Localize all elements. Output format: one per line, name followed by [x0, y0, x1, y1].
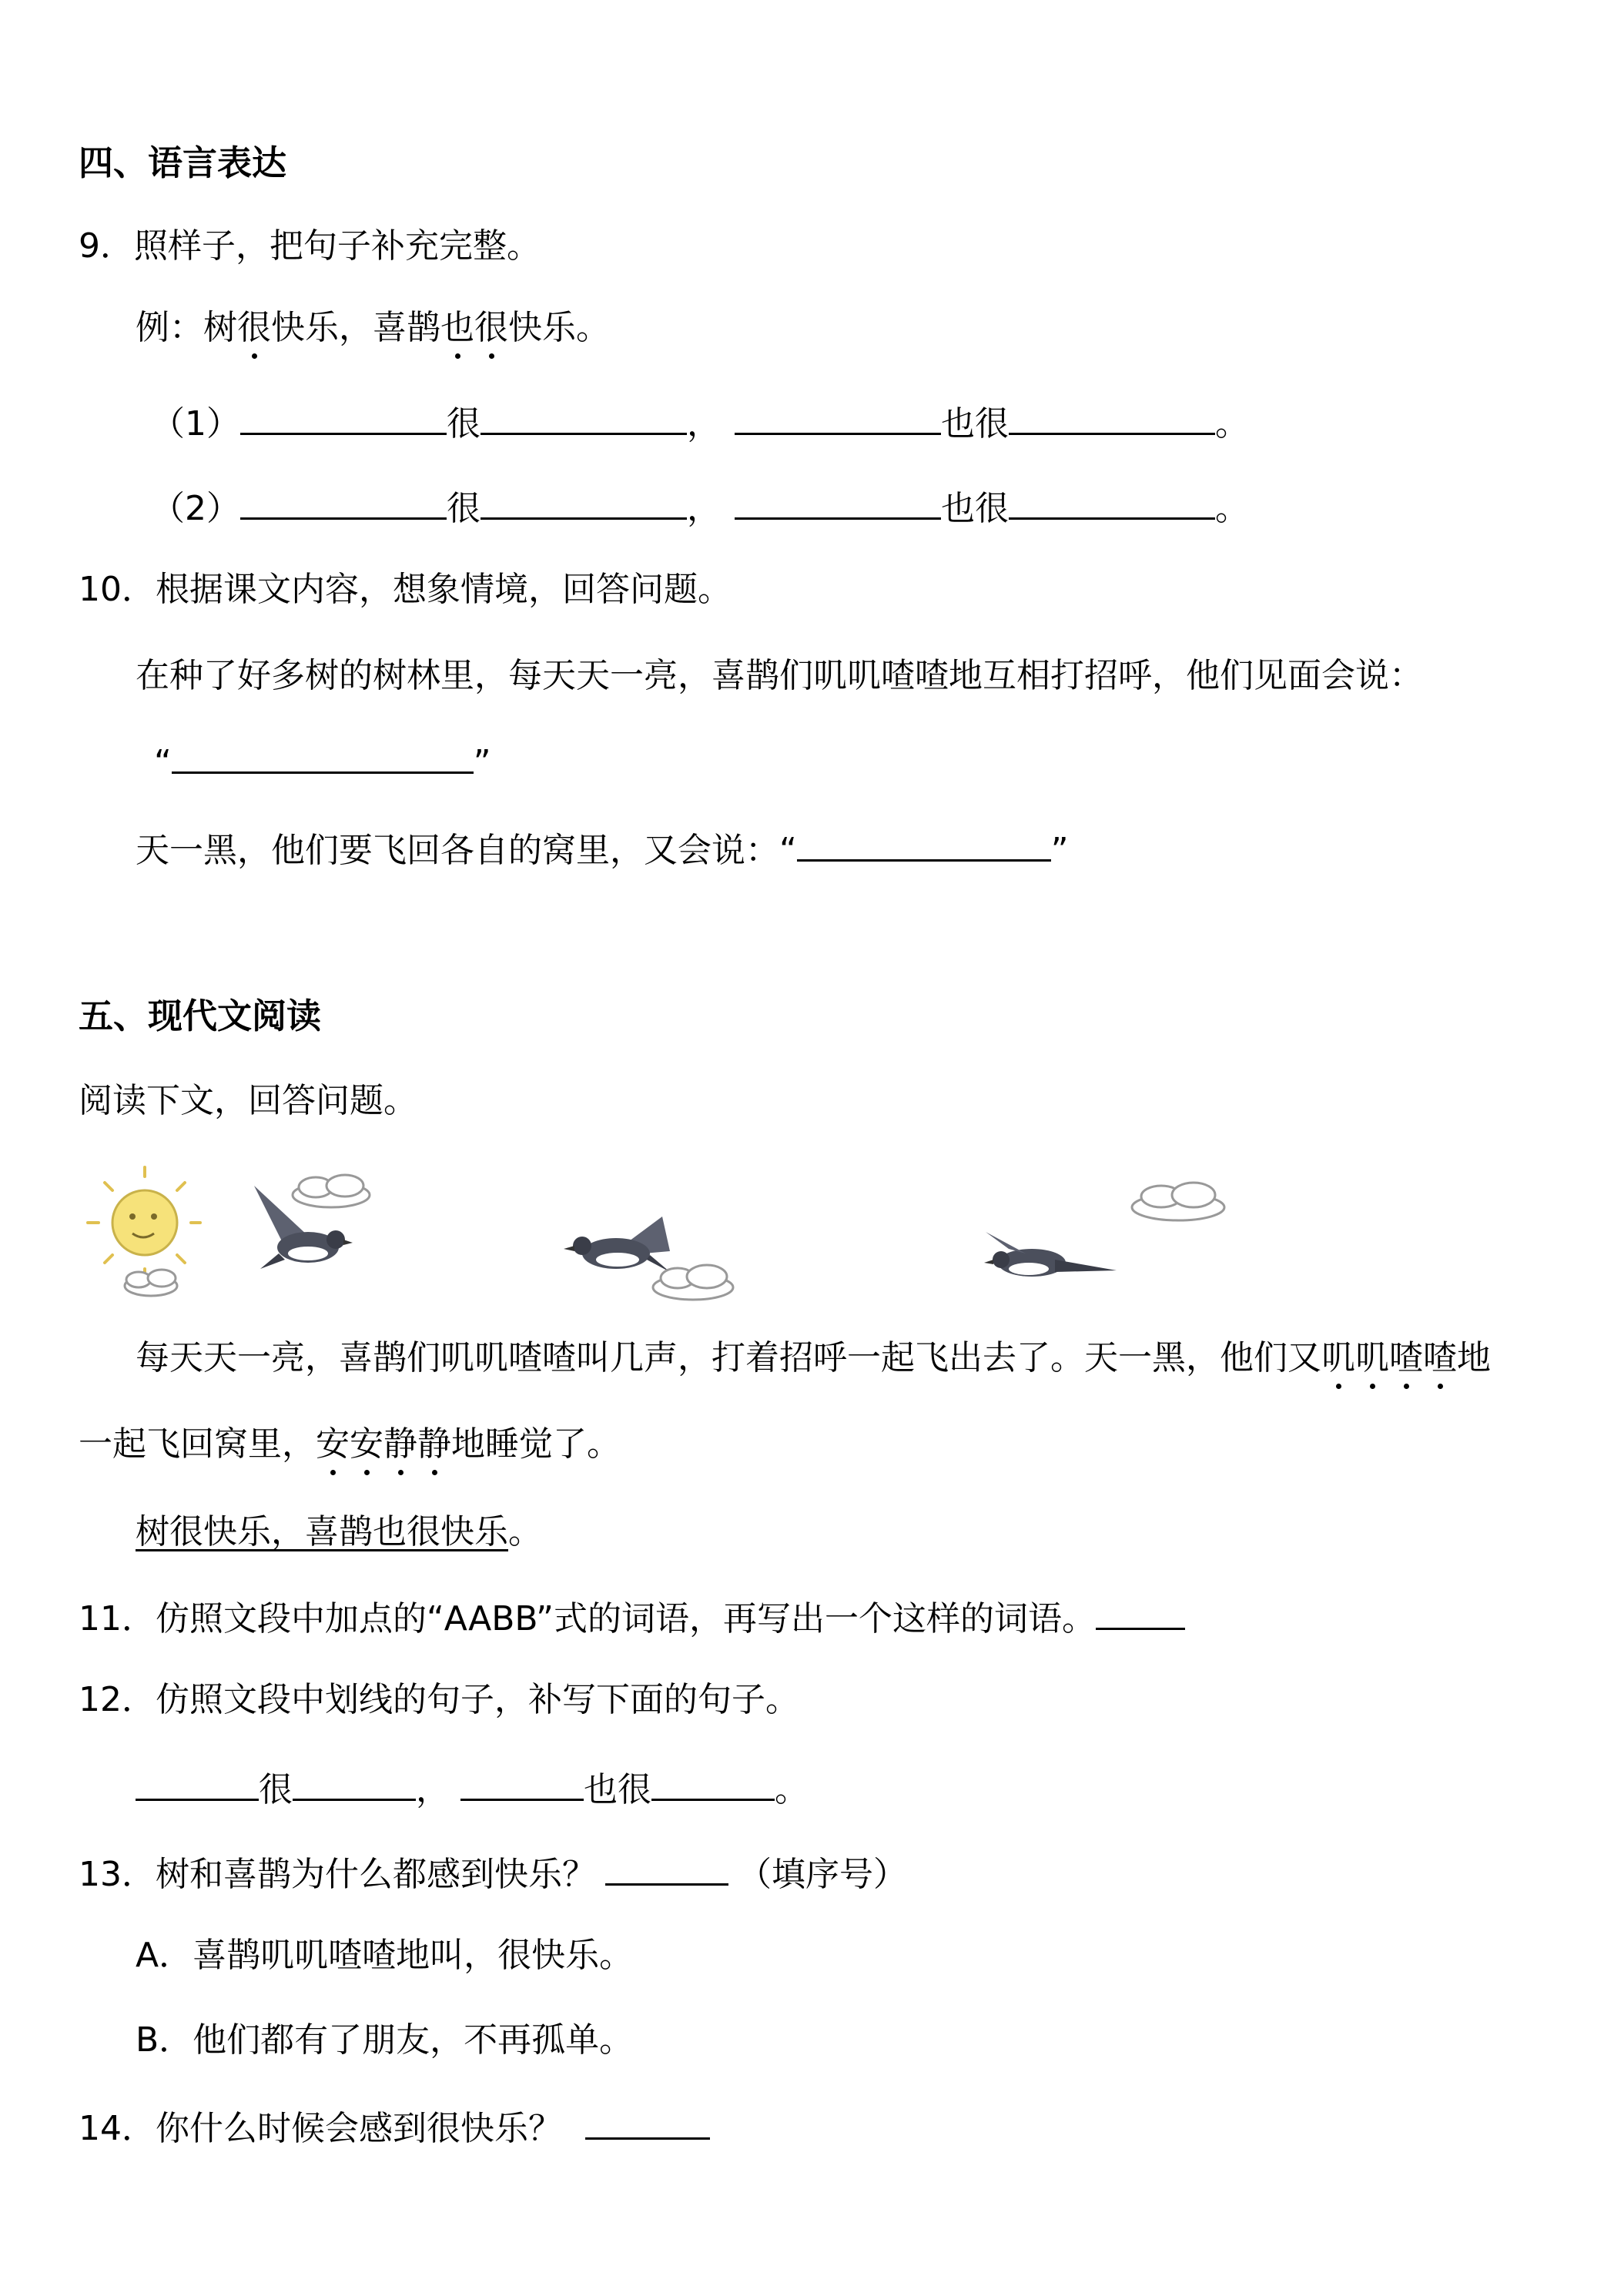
answer-blank[interactable] [605, 1848, 728, 1886]
sun-and-magpies-illustration [77, 1163, 1247, 1309]
q13 [79, 1848, 907, 1898]
close-quote: ” [473, 743, 491, 782]
cloud-icon [125, 1270, 177, 1296]
yehen-text: 也很 [584, 1770, 651, 1809]
emphasis-dot-char: 叽 [1321, 1335, 1355, 1381]
q13-option-b: B．他们都有了朋友，不再孤单。 [136, 2020, 634, 2060]
q10-answer-line-1 [154, 736, 491, 786]
q9-title: 9．照样子，把句子补充完整。 [79, 226, 541, 266]
hen-text: 很 [259, 1770, 293, 1809]
emphasis-dot-char: 喳 [1389, 1335, 1423, 1381]
cloud-icon [1132, 1183, 1224, 1220]
magpie-icon [984, 1232, 1117, 1277]
period-text: 。 [775, 1770, 809, 1809]
answer-blank[interactable] [481, 397, 687, 435]
answer-blank[interactable] [735, 397, 941, 435]
passage-text: 地睡觉了。 [451, 1424, 621, 1464]
para2-text: 天一黑，他们要飞回各自的窝里，又会说：“ [136, 831, 797, 870]
answer-blank[interactable] [293, 1763, 416, 1801]
answer-blank[interactable] [240, 397, 447, 435]
answer-blank[interactable] [1009, 482, 1215, 520]
emphasis-dot-char: 静 [383, 1421, 417, 1468]
comma-text: ， [687, 404, 721, 443]
answer-blank[interactable] [735, 482, 941, 520]
answer-blank[interactable] [585, 2102, 710, 2140]
q14-text: 14．你什么时候会感到很快乐？ [79, 2109, 562, 2148]
passage-text: 地 [1457, 1338, 1491, 1377]
passage-text: 一起飞回窝里， [79, 1424, 316, 1464]
comma-text: ， [416, 1770, 450, 1809]
item-label: （1） [151, 404, 240, 443]
emphasis-dot-char: 很 [474, 305, 508, 351]
q13-option-a: A．喜鹊叽叽喳喳地叫，很快乐。 [136, 1936, 634, 1975]
q13-hint: （填序号） [738, 1855, 907, 1894]
passage-line-1 [136, 1335, 1491, 1381]
q14 [79, 2102, 710, 2152]
q10-para1: 在种了好多树的树林里，每天天一亮，喜鹊们叽叽喳喳地互相打招呼，他们见面会说： [136, 656, 1423, 695]
hen-text: 很 [447, 404, 481, 443]
answer-blank[interactable] [136, 1763, 259, 1801]
q9-item-2 [151, 482, 1249, 532]
q9-item-1 [151, 397, 1249, 447]
item-label: （2） [151, 489, 240, 528]
q12-title: 12．仿照文段中划线的句子，补写下面的句子。 [79, 1680, 799, 1719]
magpie-icon [564, 1217, 670, 1272]
emphasis-dot-char: 喳 [1423, 1335, 1457, 1381]
passage-line-3 [136, 1509, 542, 1555]
answer-blank[interactable] [460, 1763, 584, 1801]
underlined-sentence: 树很快乐，喜鹊也很快乐 [136, 1512, 508, 1551]
open-quote: “ [154, 743, 172, 782]
q12-answer-line [136, 1763, 809, 1813]
answer-blank[interactable] [1009, 397, 1215, 435]
section5-heading: 五、现代文阅读 [79, 996, 322, 1036]
example-text: 例：树 [136, 308, 237, 347]
emphasis-dot-char: 很 [237, 305, 271, 351]
example-text: 快乐。 [508, 308, 610, 347]
period-text: 。 [1215, 404, 1249, 443]
q13-text: 13．树和喜鹊为什么都感到快乐？ [79, 1855, 596, 1894]
close-quote: ” [1050, 831, 1069, 870]
answer-blank[interactable] [172, 736, 474, 774]
period-text: 。 [508, 1512, 542, 1551]
passage-text: 每天天一亮，喜鹊们叽叽喳喳叫几声，打着招呼一起飞出去了。天一黑，他们又 [136, 1338, 1321, 1377]
answer-blank[interactable] [240, 482, 447, 520]
yehen-text: 也很 [941, 404, 1009, 443]
q11-text: 11．仿照文段中加点的“AABB”式的词语，再写出一个这样的词语。 [79, 1599, 1096, 1638]
answer-blank[interactable] [651, 1763, 775, 1801]
example-text: 快乐，喜鹊 [271, 308, 440, 347]
hen-text: 很 [447, 489, 481, 528]
emphasis-dot-char: 静 [417, 1421, 451, 1468]
period-text: 。 [1215, 489, 1249, 528]
answer-blank[interactable] [797, 824, 1051, 862]
emphasis-dot-char: 也 [440, 305, 474, 351]
cloud-icon [293, 1175, 370, 1207]
emphasis-dot-char: 安 [316, 1421, 350, 1468]
q11 [79, 1592, 1185, 1642]
emphasis-dot-char: 叽 [1355, 1335, 1389, 1381]
yehen-text: 也很 [941, 489, 1009, 528]
cloud-icon [653, 1265, 733, 1300]
q10-para2 [136, 824, 1069, 874]
sun-icon [88, 1167, 200, 1278]
reading-intro: 阅读下文，回答问题。 [79, 1081, 417, 1120]
section4-heading: 四、语言表达 [79, 142, 287, 183]
emphasis-dot-char: 安 [350, 1421, 383, 1468]
comma-text: ， [687, 489, 721, 528]
passage-line-2 [79, 1421, 621, 1468]
q10-title: 10．根据课文内容，想象情境，回答问题。 [79, 570, 732, 609]
answer-blank[interactable] [1096, 1592, 1185, 1630]
answer-blank[interactable] [481, 482, 687, 520]
q9-example [136, 305, 610, 351]
